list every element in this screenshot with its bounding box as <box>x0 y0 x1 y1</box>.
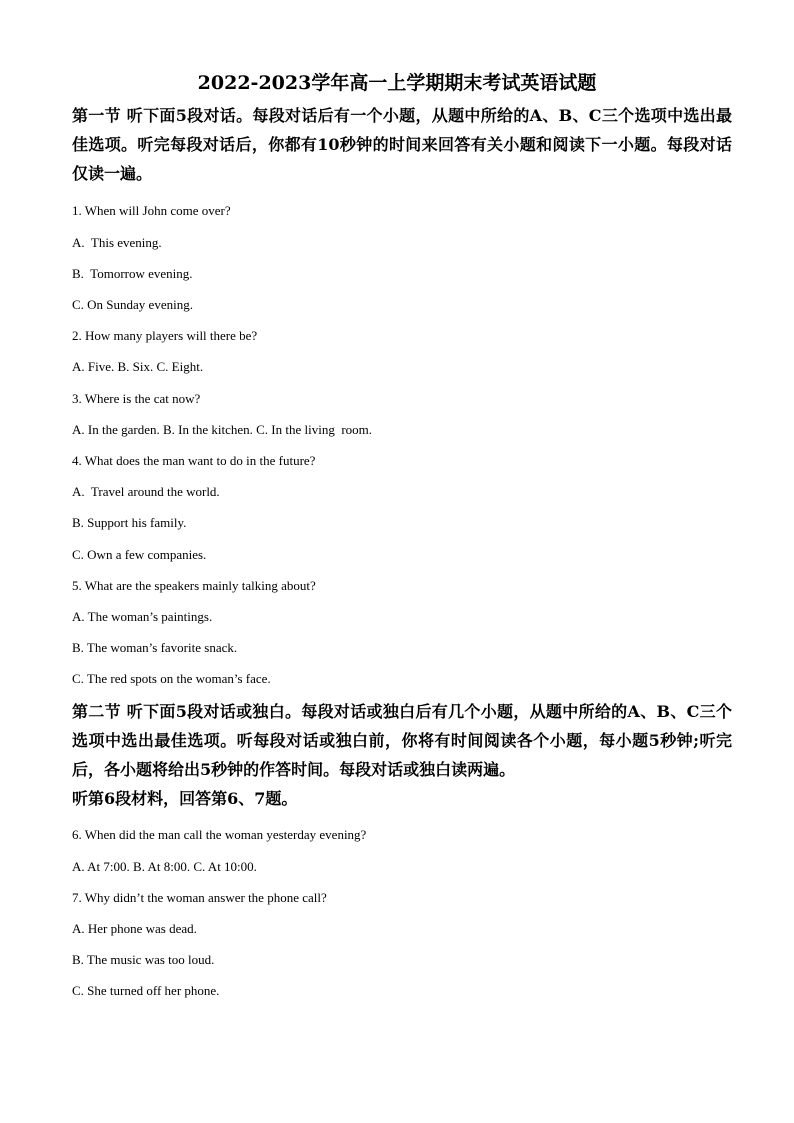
exam-title: 2022-2023学年高一上学期期末考试英语试题 <box>197 72 597 94</box>
section-1-instructions <box>72 101 732 188</box>
option-line: C. She turned off her phone. <box>72 983 220 998</box>
instruction-line: 佳选项。听完每段对话后，你都有10秒钟的时间来回答有关小题和阅读下一小题。每段对话 <box>72 135 732 154</box>
question-3: 3. Where is the cat now? <box>72 391 201 406</box>
option-line: A. In the garden. B. In the kitchen. C. In the living room. <box>72 422 373 437</box>
question-7: 7. Why didn’t the woman answer the phone call? <box>72 890 327 905</box>
option-line: A. This evening. <box>72 235 162 250</box>
option-line: C. On Sunday evening. <box>72 297 193 312</box>
option-line: B. The music was too loud. <box>72 952 215 967</box>
instruction-line: 选项中选出最佳选项。听每段对话或独白前，你将有时间阅读各个小题，每小题5秒钟;听完 <box>72 731 732 750</box>
sub-instruction: 听第6段材料，回答第6、7题。 <box>72 789 298 808</box>
option-line: A. Her phone was dead. <box>72 921 197 936</box>
question-1: 1. When will John come over? <box>72 203 231 218</box>
question-5: 5. What are the speakers mainly talking about? <box>72 578 316 593</box>
instruction-line: 第一节 听下面5段对话。每段对话后有一个小题，从题中所给的A、B、C三个选项中选出最 <box>72 106 732 125</box>
instruction-line: 后，各小题将给出5秒钟的作答时间。每段对话或独白读两遍。 <box>72 760 516 779</box>
question-4: 4. What does the man want to do in the future? <box>72 453 316 468</box>
option-line: C. Own a few companies. <box>72 547 207 562</box>
question-2: 2. How many players will there be? <box>72 328 258 343</box>
question-6: 6. When did the man call the woman yesterday evening? <box>72 827 367 842</box>
instruction-line: 仅读一遍。 <box>72 164 153 183</box>
option-line: A. The woman’s paintings. <box>72 609 213 624</box>
option-line: B. Support his family. <box>72 515 187 530</box>
option-line: B. The woman’s favorite snack. <box>72 640 238 655</box>
option-line: B. Tomorrow evening. <box>72 266 193 281</box>
option-line: C. The red spots on the woman’s face. <box>72 671 271 686</box>
option-line: A. Travel around the world. <box>72 484 220 499</box>
option-line: A. Five. B. Six. C. Eight. <box>72 359 204 374</box>
section-2-instructions <box>72 697 732 813</box>
option-line: A. At 7:00. B. At 8:00. C. At 10:00. <box>72 859 257 874</box>
instruction-line: 第二节 听下面5段对话或独白。每段对话或独白后有几个小题，从题中所给的A、B、C三个 <box>72 702 732 721</box>
